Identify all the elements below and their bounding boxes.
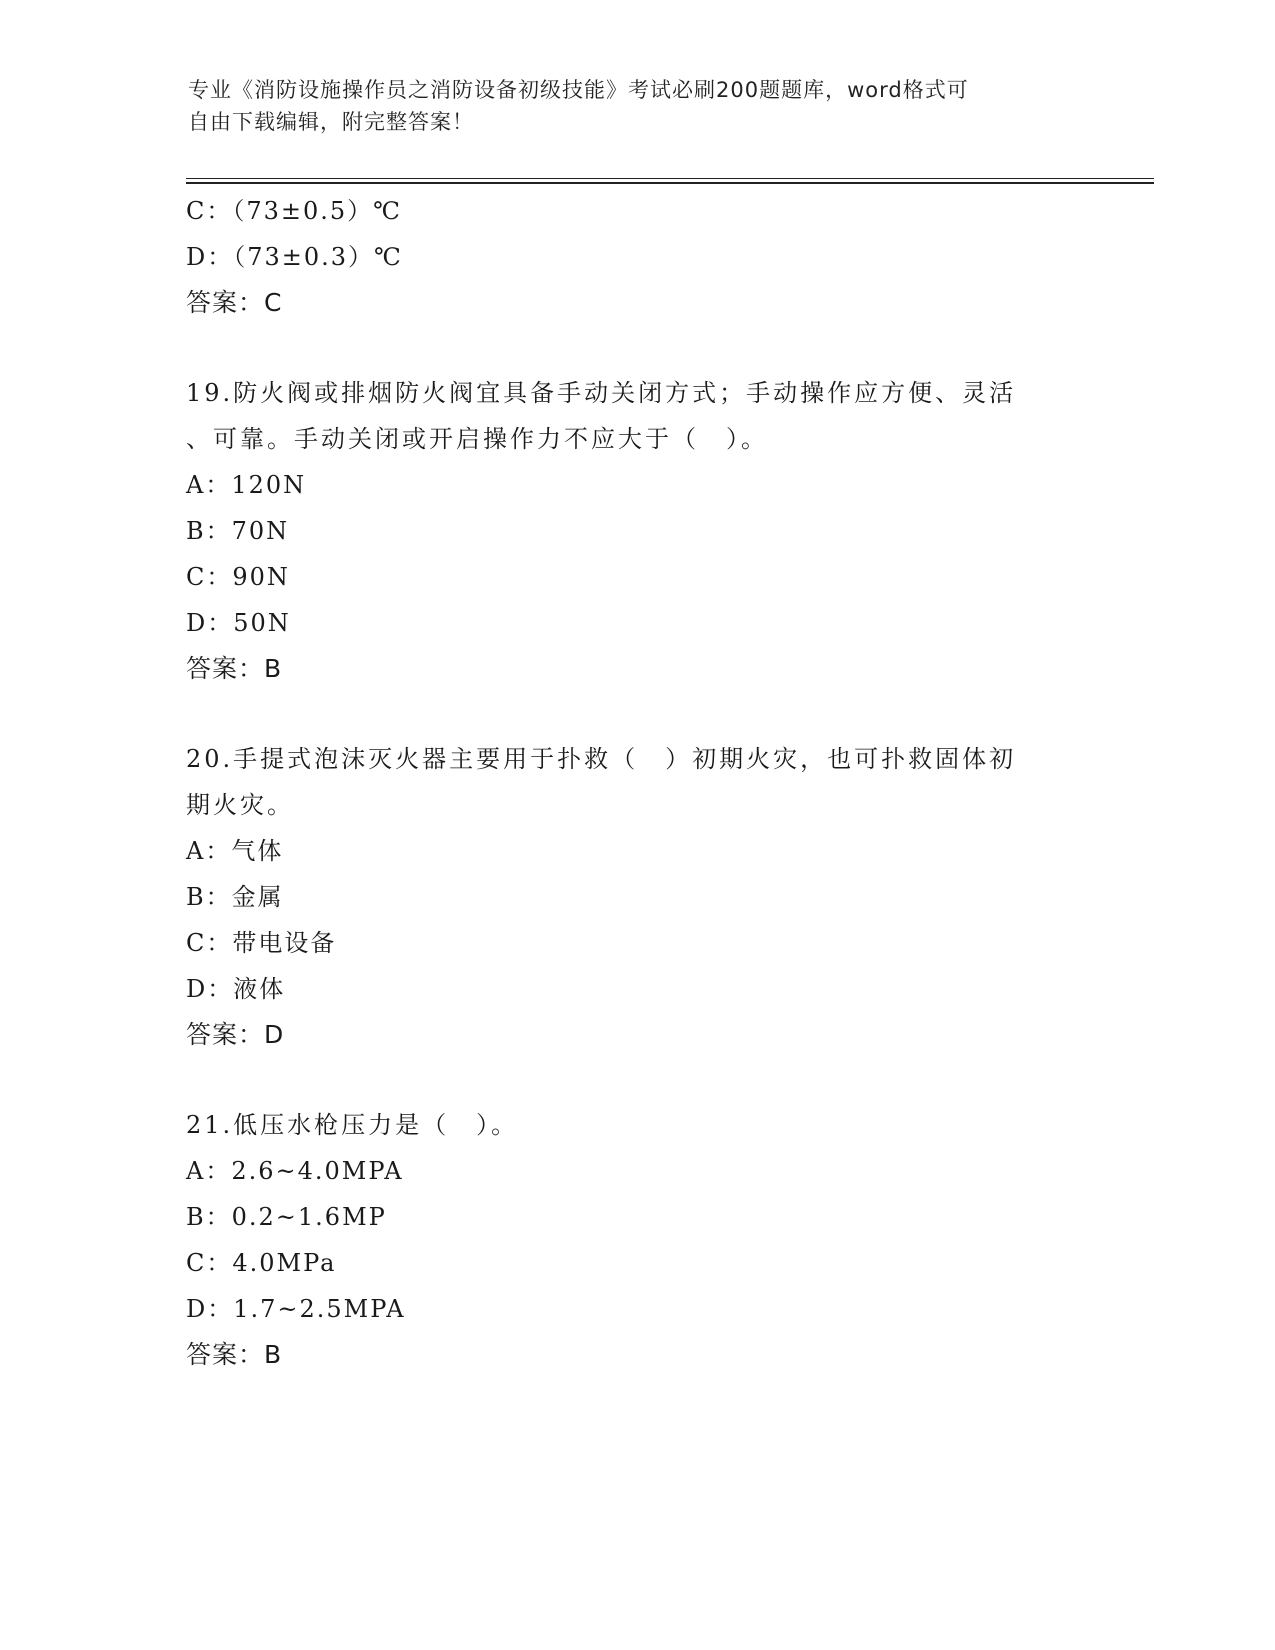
option-b: B：70N [186,517,290,545]
option-a: A：120N [186,471,307,499]
header-line-2: 自由下载编辑，附完整答案！ [188,110,474,134]
header-line-1: 专业《消防设施操作员之消防设备初级技能》考试必刷200题题库，word格式可 [188,78,969,102]
answer-line: 答案：B [186,1340,283,1369]
answer-line: 答案：B [186,654,283,683]
page-header [188,74,1088,138]
question-text-line-2: 期火灾。 [186,791,294,819]
option-a: A：气体 [186,837,284,865]
question-20 [186,736,1086,1058]
question-18-continued [186,188,1086,326]
option-c: C：带电设备 [186,929,337,957]
option-b: B：0.2~1.6MP [186,1203,387,1231]
option-c: C：（73±0.5）℃ [186,197,403,225]
question-text-line-1: 20.手提式泡沫灭火器主要用于扑救（ ）初期火灾，也可扑救固体初 [186,745,1017,773]
header-divider-thin [186,178,1154,179]
option-d: D：液体 [186,975,286,1003]
option-a: A：2.6~4.0MPA [186,1157,404,1185]
option-c: C：90N [186,563,290,591]
answer-line: 答案：C [186,288,283,317]
question-21 [186,1102,1086,1378]
option-d: D：（73±0.3）℃ [186,243,403,271]
option-d: D：50N [186,609,291,637]
option-c: C：4.0MPa [186,1249,337,1277]
option-b: B：金属 [186,883,284,911]
document-body [186,188,1086,1378]
question-text-line-1: 19.防火阀或排烟防火阀宜具备手动关闭方式；手动操作应方便、灵活 [186,379,1017,407]
answer-line: 答案：D [186,1020,285,1049]
question-text-line-2: 、可靠。手动关闭或开启操作力不应大于（ ）。 [186,425,768,453]
question-text-line-1: 21.低压水枪压力是（ ）。 [186,1111,519,1139]
question-19 [186,370,1086,692]
header-divider-thick [186,182,1154,184]
option-d: D：1.7~2.5MPA [186,1295,406,1323]
